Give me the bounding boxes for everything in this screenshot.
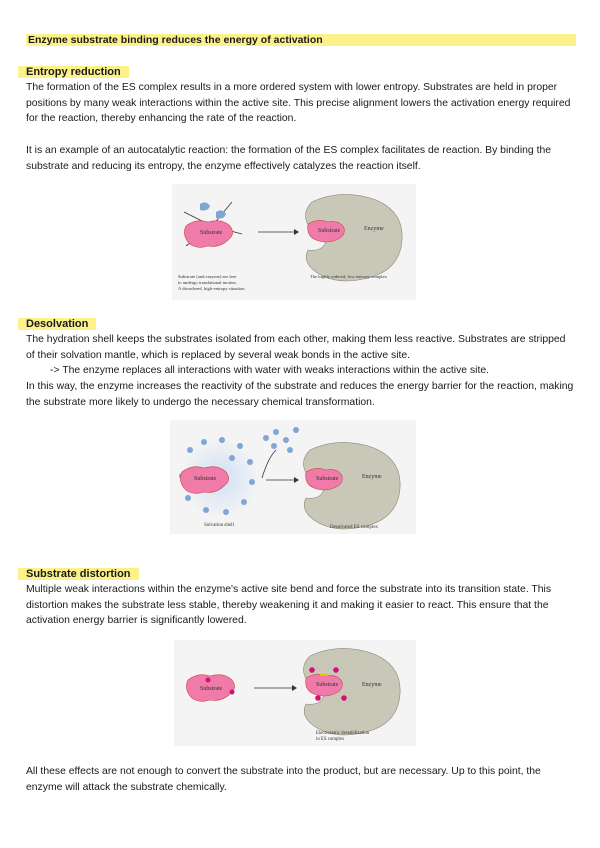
desolvation-substrate-label: Substrate [194,476,217,482]
desolvation-paragraph-1: The hydration shell keeps the substrates isolated from each other, making them less reactive. Substrates are stripped of their solvation mantle, which is replaced by several weak bonds in the active site. [26,334,566,361]
heading-desolvation: Desolvation [18,318,96,330]
entropy-caption-left-1: Substrate (and enzyme) are free [178,274,237,279]
heading-entropy-reduction: Entropy reduction [18,66,129,78]
entropy-bound-substrate-label: Substrate [318,228,341,234]
entropy-paragraph-2: It is an example of an autocatalytic reaction: the formation of the ES complex facilitates de reaction. By binding the substrate and reducing its entropy, the enzyme effectively catalyzes the reaction itself. [26,145,552,172]
desolvation-caption-left: Solvation shell [204,523,234,528]
distortion-figure [174,640,416,746]
distortion-enzyme-label: Enzyme [362,682,382,688]
distortion-bound-substrate-label: Substrate [316,682,339,688]
desolvation-diagram [170,420,416,534]
distortion-diagram [174,640,416,746]
closing-paragraph: All these effects are not enough to convert the substrate into the product, but are necessary. Up to this point, the enzyme will attack the substrate chemically. [26,766,541,793]
entropy-figure [172,184,416,300]
entropy-diagram [172,184,416,300]
distortion-substrate-label: Substrate [200,686,223,692]
distortion-caption-1: Electrostatic destabilization [316,731,370,736]
entropy-caption-left-3: A disordered, high-entropy situation [178,286,245,291]
charge-icon [230,690,235,695]
entropy-caption-left-2: to undergo translational motion. [178,280,237,285]
desolvation-paragraph-2: -> The enzyme replaces all interactions with water with weaks interactions within the active site. [50,365,490,376]
release-arrow-icon [262,450,276,478]
desolvation-caption-right: Desolvated ES complex [330,525,379,530]
distortion-paragraph-1: Multiple weak interactions within the enzyme's active site bend and force the substrate into its transition state. This distortion makes the substrate less stable, thereby weakening it and making it easier to react. This ensure that the activation energy barrier is significantly lowered. [26,584,552,626]
entropy-caption-right: The highly ordered, low-entropy complex [310,274,387,279]
desolvation-paragraph-3: In this way, the enzyme increases the reactivity of the substrate and reduces the energy barrier for the reaction, making the substrate more likely to undergo the necessary chemical transformation. [26,381,574,408]
small-molecule-icon [200,202,210,210]
released-water-icon [263,427,299,453]
entropy-substrate-label: Substrate [200,230,223,236]
desolvation-figure [170,420,416,534]
heading-substrate-distortion: Substrate distortion [18,568,139,580]
entropy-enzyme-label: Enzyme [364,226,384,232]
desolvation-bound-substrate-label: Substrate [316,476,339,482]
charge-icon [206,678,211,683]
page-title: Enzyme substrate binding reduces the energy of activation [26,34,576,46]
entropy-paragraph-1: The formation of the ES complex results in a more ordered system with lower entropy. Substrates are held in proper positions by many weak interactions within the active site. This precise alignment lowers the activation energy required for the reaction, thereby enhancing the rate of the reaction. [26,82,571,124]
desolvation-enzyme-label: Enzyme [362,474,382,480]
bond-icon [320,674,328,676]
distortion-caption-2: in ES complex [316,737,345,742]
